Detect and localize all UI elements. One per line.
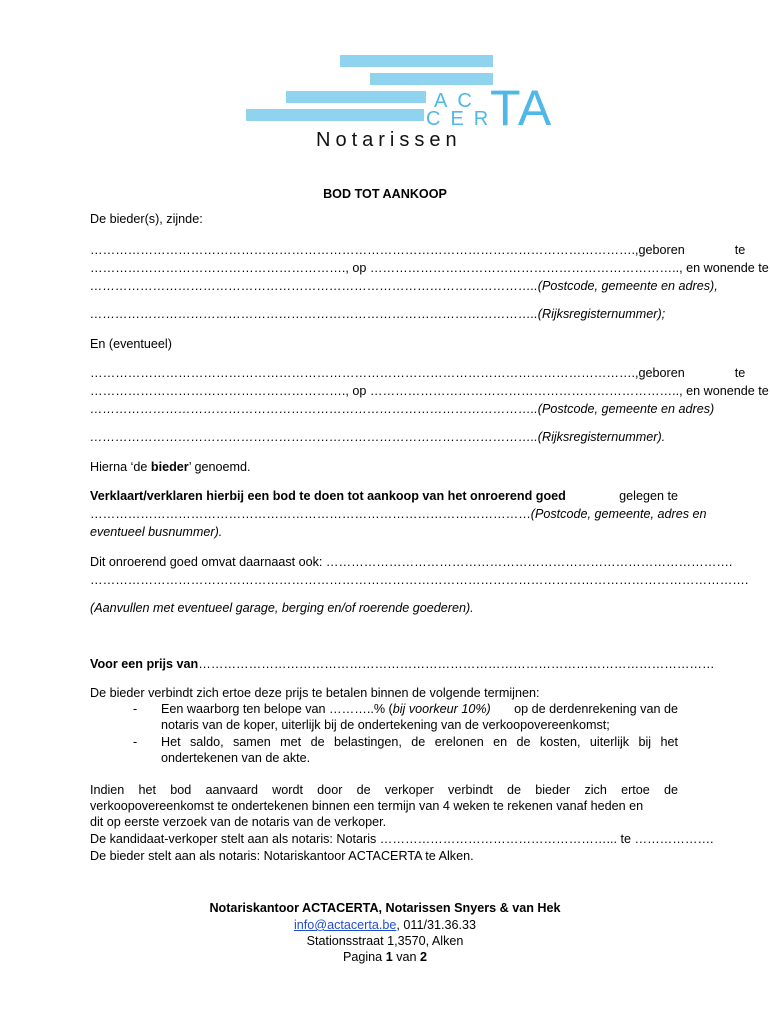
logo-bar	[286, 91, 426, 103]
declaration-dots: ……………………………………………………………………………………………	[90, 507, 531, 521]
te-label: te	[734, 366, 746, 380]
born-label: geboren	[638, 366, 685, 380]
acceptance-line2: verkoopovereenkomst te ondertekenen binnen een termijn van 4 weken te rekenen vanaf heden en	[90, 799, 644, 813]
bidder1-register-number: ……………………………………………………………………………………………..(Rijksregisternummer);	[90, 307, 666, 321]
bidder2-line2: ……………………………………………………., op ……………………………………………………………….., en wonende te	[90, 384, 769, 398]
page-total: 2	[420, 950, 428, 964]
terms-intro: De bieder verbindt zich ertoe deze prijs te betalen binnen de volgende termijnen:	[90, 686, 540, 700]
declaration-line1	[90, 488, 678, 504]
bidders-intro: De bieder(s), zijnde:	[90, 212, 203, 226]
bidder2-name-blank: ………………………………………………………………………………………………………………….,	[90, 366, 639, 380]
price-line	[90, 656, 715, 672]
bidder-notary-line: De bieder stelt aan als notaris: Notariskantoor ACTACERTA te Alken.	[90, 849, 474, 863]
term1-post: op de derdenrekening van de	[514, 702, 678, 716]
logo-text-ta: TA	[490, 80, 553, 136]
term1-line2: notaris van de koper, uiterlijk bij de ondertekening van de verkoopovereenkomst;	[161, 718, 610, 732]
term2-line1: Het saldo, samen met de belastingen, de erelonen en de kosten, uiterlijk bij het	[161, 735, 678, 749]
term1-italic: bij voorkeur 10%)	[392, 702, 491, 716]
called-bold: bieder	[150, 460, 189, 474]
footer-page-number	[0, 949, 770, 965]
price-label: Voor een prijs van	[90, 657, 199, 671]
term2-line2: ondertekenen van de akte.	[161, 751, 311, 765]
declaration-rest: gelegen te	[619, 489, 678, 503]
term1-line1	[161, 701, 678, 717]
acceptance-line3: dit op eerste verzoek van de notaris van de verkoper.	[90, 815, 387, 829]
bidder2-line1	[90, 365, 746, 381]
bidder1-line2: ……………………………………………………., op ……………………………………………………………….., en wonende te	[90, 261, 769, 275]
bidder2-register-number: ……………………………………………………………………………………………..(Rijksregisternummer).	[90, 430, 666, 444]
logo-subtitle: Notarissen	[316, 129, 462, 151]
seller-notary-line: De kandidaat-verkoper stelt aan als notaris: Notaris ………………………………………………... te ……………….	[90, 832, 714, 846]
declaration-address-hint: (Postcode, gemeente, adres en	[530, 507, 707, 521]
footer-contact	[0, 917, 770, 933]
bullet-dash: -	[133, 702, 138, 716]
footer-phone: , 011/31.36.33	[396, 918, 476, 932]
footer-office: Notariskantoor ACTACERTA, Notarissen Snyers & van Hek	[209, 901, 561, 915]
logo-bar	[340, 55, 493, 67]
logo-text-cer: CER	[426, 108, 499, 130]
document-title: BOD TOT AANKOOP	[323, 187, 447, 201]
declaration-line2	[90, 506, 707, 522]
and-optional-label: En (eventueel)	[90, 337, 172, 351]
logo-text-ac: AC	[434, 90, 482, 112]
includes-line1: Dit onroerend goed omvat daarnaast ook: …………………………………………………………………………………….	[90, 555, 733, 569]
declaration-busnumber-hint: eventueel busnummer).	[90, 525, 223, 539]
term1-pre: Een waarborg ten belope van ………..% (	[161, 702, 393, 716]
bidder1-line1	[90, 242, 746, 258]
called-pre: Hierna ‘de	[90, 460, 151, 474]
logo-bar	[370, 73, 493, 85]
actacerta-logo	[246, 53, 553, 153]
footer-email-link[interactable]: info@actacerta.be	[293, 918, 397, 932]
declaration-bold: Verklaart/verklaren hierbij een bod te doen tot aankoop van het onroerend goed	[90, 489, 566, 503]
born-label: geboren	[638, 243, 685, 257]
includes-note: (Aanvullen met eventueel garage, berging en/of roerende goederen).	[90, 601, 474, 615]
bidder1-name-blank: ………………………………………………………………………………………………………………….,	[90, 243, 639, 257]
footer-address: Stationsstraat 1,3570, Alken	[306, 934, 464, 948]
bidder2-address: ……………………………………………………………………………………………..(Postcode, gemeente en adres)	[90, 402, 715, 416]
price-blank: ……………………………………………………………………………………………………………	[198, 657, 715, 671]
page-pre: Pagina	[342, 950, 386, 964]
called-post: ’ genoemd.	[188, 460, 251, 474]
called-bidder-note	[90, 459, 251, 475]
te-label: te	[734, 243, 746, 257]
includes-line2: ………………………………………………………………………………………………………………………………………….	[90, 573, 749, 587]
page-mid: van	[392, 950, 421, 964]
page-current: 1	[385, 950, 393, 964]
acceptance-line1: Indien het bod aanvaard wordt door de verkoper verbindt de bieder zich ertoe de	[90, 783, 678, 797]
bullet-dash: -	[133, 735, 138, 749]
bidder1-address: ……………………………………………………………………………………………..(Postcode, gemeente en adres),	[90, 279, 718, 293]
logo-bar	[246, 109, 424, 121]
